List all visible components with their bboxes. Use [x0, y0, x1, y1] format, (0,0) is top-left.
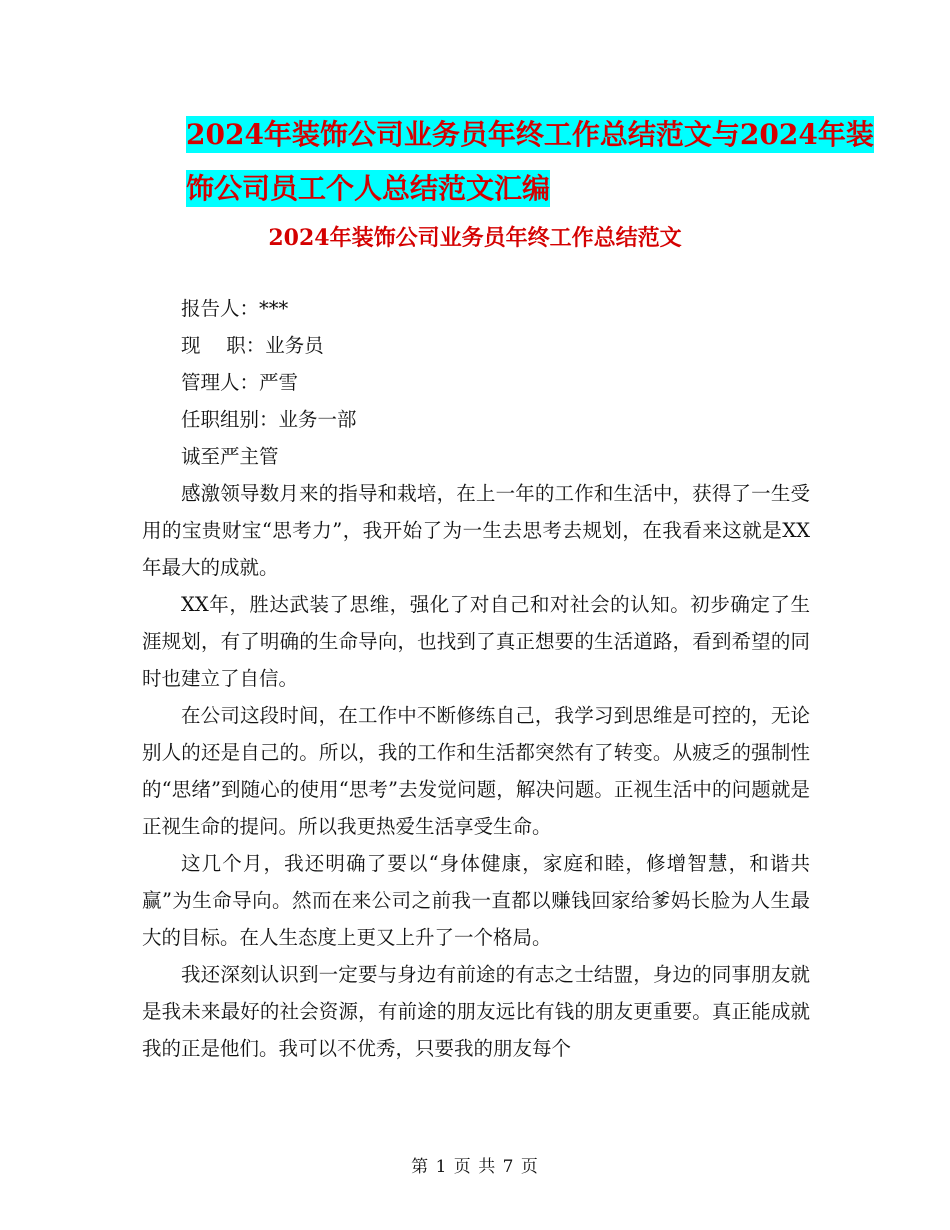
greeting: 诚至严主管 [181, 445, 279, 468]
title-line-1: 2024年装饰公司业务员年终工作总结范文与2024年装 [186, 118, 874, 151]
paragraph: 这几个月，我还明确了要以“身体健康，家庭和睦，修增智慧，和谐共赢”为生命导向。然而在来公司之前我一直都以赚钱回家给爹妈长脸为人生最大的目标。在人生态度上更又上升了一个格局。 [142, 852, 810, 949]
meta-group: 任职组别：业务一部 [181, 408, 357, 431]
paragraph: 感激领导数月来的指导和栽培，在上一年的工作和生活中，获得了一生受用的宝贵财宝“思考力”，我开始了为一生去思考去规划，在我看来这就是XX年最大的成就。 [142, 482, 810, 579]
paragraph: 我还深刻认识到一定要与身边有前途的有志之士结盟，身边的同事朋友就是我未来最好的社会资源，有前途的朋友远比有钱的朋友更重要。真正能成就我的正是他们。我可以不优秀，只要我的朋友每个 [142, 963, 810, 1060]
section-title: 2024年装饰公司业务员年终工作总结范文 [268, 225, 682, 251]
document-body [142, 290, 810, 1067]
title-line-2: 饰公司员工个人总结范文汇编 [186, 172, 551, 205]
page-number: 第 1 页 共 7 页 [411, 1157, 539, 1177]
document-title [186, 108, 874, 216]
meta-position: 现 职：业务员 [181, 334, 324, 357]
paragraph: 在公司这段时间，在工作中不断修练自己，我学习到思维是可控的，无论别人的还是自己的。所以，我的工作和生活都突然有了转变。从疲乏的强制性的“思绪”到随心的使用“思考”去发觉问题，解决问题。正视生活中的问题就是正视生命的提问。所以我更热爱生活享受生命。 [142, 704, 810, 838]
meta-reporter: 报告人：*** [181, 297, 289, 320]
meta-manager: 管理人：严雪 [181, 371, 299, 394]
paragraph: XX年，胜达武装了思维，强化了对自己和对社会的认知。初步确定了生涯规划，有了明确的生命导向，也找到了真正想要的生活道路，看到希望的同时也建立了自信。 [142, 593, 810, 690]
